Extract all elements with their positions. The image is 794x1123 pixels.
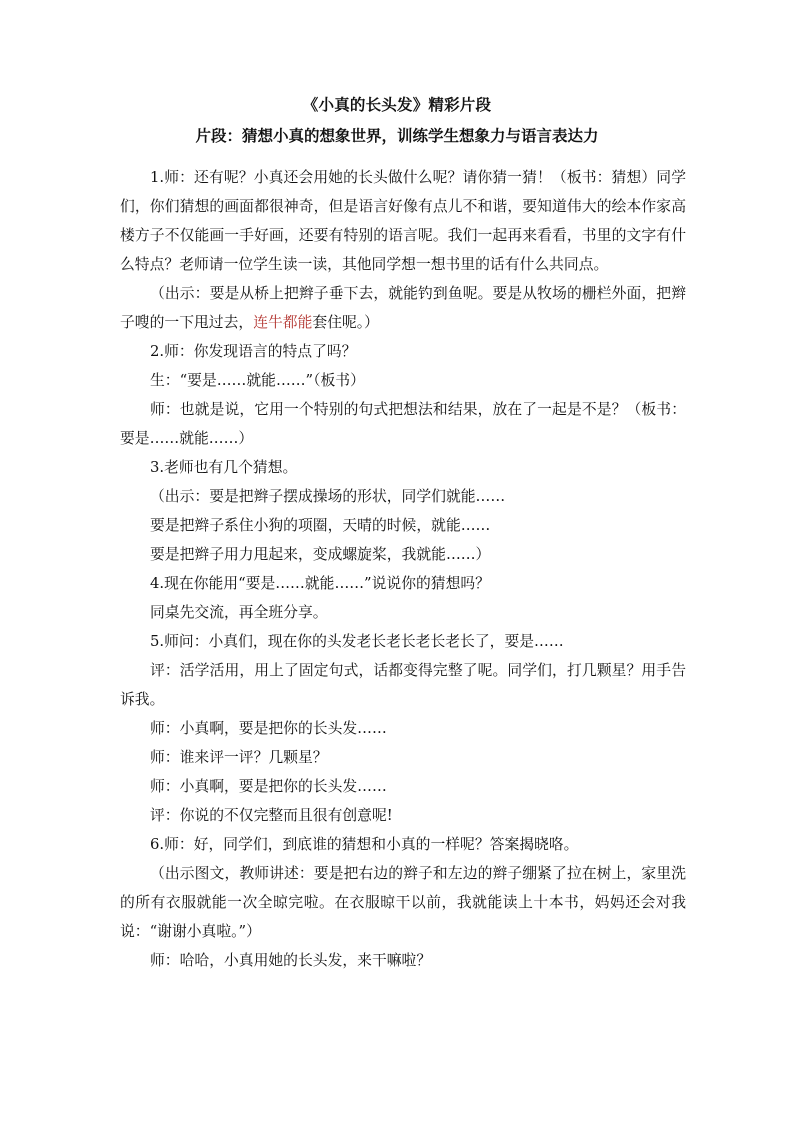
paragraph-6: 3.老师也有几个猜想。 [150, 459, 298, 476]
paragraph-2-text-a: （出示：要是从桥上把辫子垂下去，就能钓到鱼呢。要是从牧场的栅栏外面，把辫子嗖的一下甩过去， [120, 285, 686, 331]
paragraph-7: （出示：要是把辫子摆成操场的形状，同学们就能…… [150, 488, 506, 505]
paragraph-14: 师：小真啊，要是把你的长头发…… [150, 720, 387, 737]
paragraph-1: 1.师：还有呢？小真还会用她的长头做什么呢？请你猜一猜！（板书：猜想）同学们，你们猜想的画面都很神奇，但是语言好像有点儿不和谐，要知道伟大的绘本作家高楼方子不仅能画一手好画，还要有特别的语言呢。我们一起再来看看，书里的文字有什么特点？老师请一位学生读一读，其他同学想一想书里的话有什么共同点。 [120, 169, 686, 273]
paragraph-17: 评：你说的不仅完整而且很有创意呢! [150, 807, 393, 824]
paragraph-19: （出示图文，教师讲述：要是把右边的辫子和左边的辫子绷紧了拉在树上，家里洗的所有衣服就能一次全晾完啦。在衣服晾干以前，我就能读上十本书，妈妈还会对我说：“谢谢小真啦。”） [120, 865, 686, 940]
paragraph-4: 生：“要是……就能……”（板书） [150, 372, 365, 389]
paragraph-5: 师：也就是说，它用一个特别的句式把想法和结果，放在了一起是不是？（板书：要是……就能……） [120, 401, 686, 447]
paragraph-10: 4.现在你能用“要是……就能……”说说你的猜想吗？ [150, 575, 490, 592]
document-subtitle: 片段：猜想小真的想象世界，训练学生想象力与语言表达力 [195, 126, 599, 145]
paragraph-16: 师：小真啊，要是把你的长头发…… [150, 778, 387, 795]
paragraph-2-text-b: 套住呢。） [312, 314, 379, 331]
paragraph-18: 6.师：好，同学们，到底谁的猜想和小真的一样呢？答案揭晓咯。 [150, 836, 579, 853]
paragraph-13: 评：活学活用，用上了固定句式，话都变得完整了呢。同学们，打几颗星？用手告诉我。 [120, 662, 686, 708]
paragraph-8: 要是把辫子系住小狗的项圈，天晴的时候，就能…… [150, 517, 491, 534]
paragraph-20: 师：哈哈，小真用她的长头发，来干嘛啦？ [150, 952, 432, 969]
paragraph-11: 同桌先交流，再全班分享。 [150, 604, 328, 621]
paragraph-9: 要是把辫子用力甩起来，变成螺旋桨，我就能……） [150, 546, 491, 563]
document-body [120, 163, 686, 975]
highlighted-text: 连牛都能 [253, 314, 313, 331]
paragraph-15: 师：谁来评一评？几颗星？ [150, 749, 328, 766]
paragraph-2 [120, 279, 686, 337]
paragraph-12: 5.师问：小真们，现在你的头发老长老长老长老长了，要是…… [150, 633, 564, 650]
document-title: 《小真的长头发》精彩片段 [302, 95, 492, 114]
paragraph-3: 2.师：你发现语言的特点了吗？ [150, 343, 357, 360]
